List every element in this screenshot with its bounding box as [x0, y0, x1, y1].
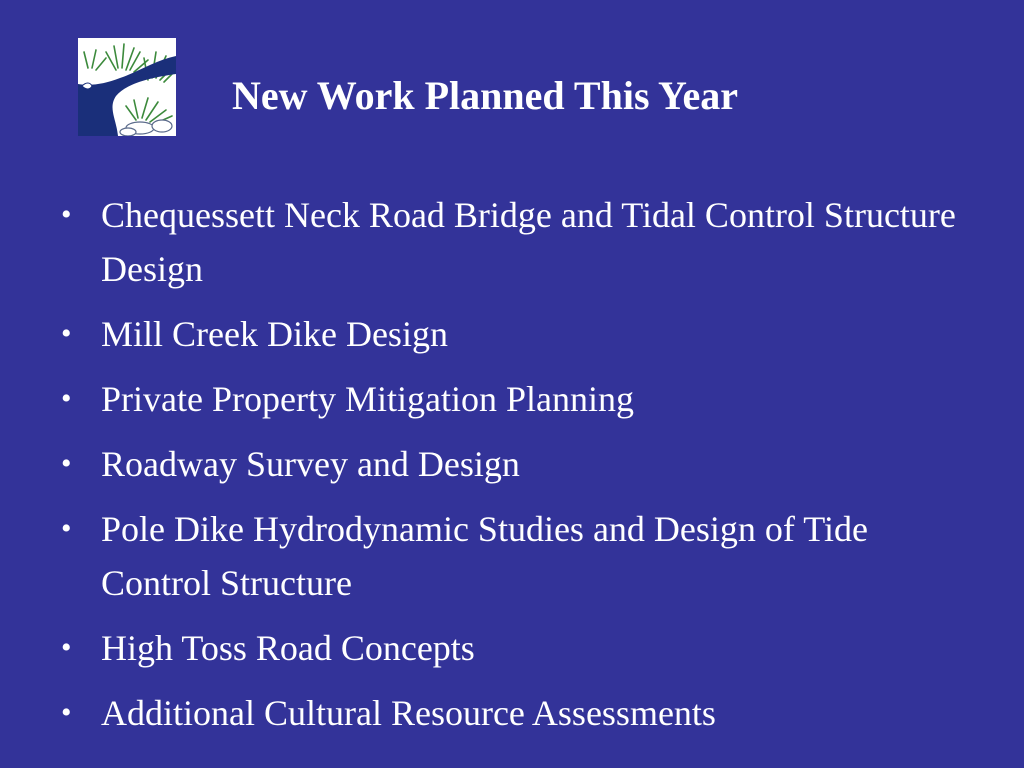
bullet-text: Additional Cultural Resource Assessments [101, 693, 716, 733]
bullet-icon: • [61, 382, 72, 415]
bullet-text: High Toss Road Concepts [101, 628, 475, 668]
bullet-item [55, 188, 985, 296]
bullet-text: Pole Dike Hydrodynamic Studies and Design of Tide Control Structure [101, 509, 868, 603]
bullet-item [55, 621, 985, 675]
bullet-icon: • [61, 512, 72, 545]
bullet-text: Private Property Mitigation Planning [101, 379, 634, 419]
bullet-icon: • [61, 447, 72, 480]
bullet-item [55, 307, 985, 361]
bullet-item [55, 502, 985, 610]
bullet-icon: • [61, 317, 72, 350]
bullet-icon: • [61, 696, 72, 729]
bullet-text: Mill Creek Dike Design [101, 314, 448, 354]
bullet-item [55, 437, 985, 491]
bullet-icon: • [61, 631, 72, 664]
bullet-item [55, 686, 985, 740]
bullet-text: Chequessett Neck Road Bridge and Tidal Control Structure Design [101, 195, 956, 289]
bullet-list [55, 188, 985, 751]
bullet-item [55, 372, 985, 426]
logo-drawing [78, 38, 176, 136]
bullet-icon: • [61, 198, 72, 231]
slide-title: New Work Planned This Year [232, 73, 738, 118]
marsh-stream-logo-icon [78, 38, 176, 136]
bullet-text: Roadway Survey and Design [101, 444, 520, 484]
